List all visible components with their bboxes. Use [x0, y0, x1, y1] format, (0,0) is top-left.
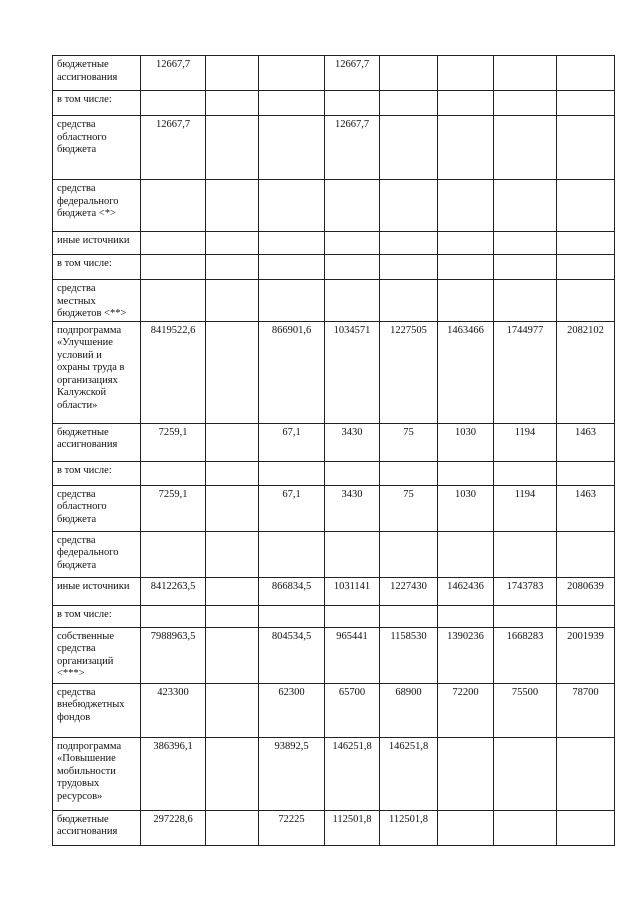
- table-cell: [141, 232, 206, 255]
- table-row: [53, 321, 615, 423]
- table-cell: [141, 255, 206, 280]
- row-label: бюджетные ассигнования: [53, 423, 141, 461]
- table-cell: 1227430: [380, 577, 438, 605]
- table-cell: [206, 232, 259, 255]
- row-label: бюджетные ассигнования: [53, 56, 141, 91]
- table-cell: [259, 280, 325, 322]
- table-cell: [438, 531, 494, 577]
- table-cell: [494, 91, 557, 116]
- table-cell: 146251,8: [325, 737, 380, 810]
- table-cell: [438, 280, 494, 322]
- table-cell: [206, 627, 259, 683]
- table-cell: [325, 531, 380, 577]
- table-cell: [557, 605, 615, 627]
- table-cell: 1462436: [438, 577, 494, 605]
- table-cell: [494, 605, 557, 627]
- table-cell: [380, 461, 438, 485]
- table-row: [53, 423, 615, 461]
- table-cell: 1030: [438, 485, 494, 531]
- table-cell: 2080639: [557, 577, 615, 605]
- table-cell: [380, 116, 438, 180]
- table-cell: [206, 56, 259, 91]
- table-cell: 75500: [494, 683, 557, 737]
- table-cell: [141, 180, 206, 232]
- table-cell: 423300: [141, 683, 206, 737]
- table-cell: [557, 56, 615, 91]
- table-cell: [557, 461, 615, 485]
- table-cell: 1227505: [380, 321, 438, 423]
- table-cell: [141, 91, 206, 116]
- table-cell: [380, 91, 438, 116]
- table-cell: 804534,5: [259, 627, 325, 683]
- table-cell: [380, 232, 438, 255]
- table-row: [53, 180, 615, 232]
- table-cell: 1390236: [438, 627, 494, 683]
- table-cell: [380, 56, 438, 91]
- table-cell: 1668283: [494, 627, 557, 683]
- table-cell: [438, 91, 494, 116]
- table-cell: 75: [380, 485, 438, 531]
- table-cell: [557, 810, 615, 845]
- table-cell: [380, 605, 438, 627]
- table-cell: 3430: [325, 423, 380, 461]
- table-cell: [557, 91, 615, 116]
- table-cell: [141, 461, 206, 485]
- table-cell: [438, 737, 494, 810]
- table-row: [53, 91, 615, 116]
- table-cell: [259, 531, 325, 577]
- table-cell: [494, 255, 557, 280]
- table-row: [53, 531, 615, 577]
- row-label: подпрограмма «Повышение мобильности трудовых ресурсов»: [53, 737, 141, 810]
- table-cell: 2001939: [557, 627, 615, 683]
- table-cell: [438, 461, 494, 485]
- table-cell: [380, 180, 438, 232]
- table-cell: [206, 737, 259, 810]
- table-cell: 866901,6: [259, 321, 325, 423]
- table-cell: 297228,6: [141, 810, 206, 845]
- table-cell: [206, 180, 259, 232]
- table-cell: [494, 280, 557, 322]
- table-cell: [557, 531, 615, 577]
- row-label: в том числе:: [53, 91, 141, 116]
- table-cell: [141, 280, 206, 322]
- row-label: бюджетные ассигнования: [53, 810, 141, 845]
- table-cell: 7988963,5: [141, 627, 206, 683]
- table-cell: 866834,5: [259, 577, 325, 605]
- row-label: подпрограмма «Улучшение условий и охраны труда в организациях Калужской области»: [53, 321, 141, 423]
- table-row: [53, 461, 615, 485]
- table-cell: 12667,7: [325, 116, 380, 180]
- table-cell: [380, 255, 438, 280]
- table-cell: 1034571: [325, 321, 380, 423]
- table-cell: [325, 91, 380, 116]
- table-cell: 75: [380, 423, 438, 461]
- table-cell: [325, 605, 380, 627]
- table-row: [53, 683, 615, 737]
- table-cell: [259, 461, 325, 485]
- table-body: [53, 56, 615, 846]
- table-cell: 3430: [325, 485, 380, 531]
- table-cell: [325, 232, 380, 255]
- table-cell: [325, 180, 380, 232]
- row-label: средства внебюджетных фондов: [53, 683, 141, 737]
- table-cell: 67,1: [259, 485, 325, 531]
- table-cell: [494, 180, 557, 232]
- table-cell: 7259,1: [141, 423, 206, 461]
- table-row: [53, 56, 615, 91]
- table-cell: 8412263,5: [141, 577, 206, 605]
- table-row: [53, 810, 615, 845]
- row-label: средства местных бюджетов <**>: [53, 280, 141, 322]
- budget-table: [52, 55, 615, 846]
- table-cell: 386396,1: [141, 737, 206, 810]
- table-cell: [438, 116, 494, 180]
- row-label: в том числе:: [53, 461, 141, 485]
- table-cell: [206, 605, 259, 627]
- table-cell: 7259,1: [141, 485, 206, 531]
- table-cell: [438, 180, 494, 232]
- table-cell: [259, 91, 325, 116]
- table-cell: [325, 280, 380, 322]
- table-cell: [206, 321, 259, 423]
- row-label: средства областного бюджета: [53, 485, 141, 531]
- table-cell: [206, 91, 259, 116]
- table-cell: [141, 605, 206, 627]
- table-cell: 1030: [438, 423, 494, 461]
- table-cell: [141, 531, 206, 577]
- table-cell: 65700: [325, 683, 380, 737]
- table-row: [53, 280, 615, 322]
- table-cell: 1463: [557, 485, 615, 531]
- table-cell: 72225: [259, 810, 325, 845]
- table-cell: [206, 485, 259, 531]
- table-row: [53, 577, 615, 605]
- table-cell: 112501,8: [380, 810, 438, 845]
- table-cell: [325, 461, 380, 485]
- table-cell: [206, 461, 259, 485]
- table-cell: [206, 116, 259, 180]
- table-cell: [494, 56, 557, 91]
- table-cell: 78700: [557, 683, 615, 737]
- row-label: средства федерального бюджета: [53, 531, 141, 577]
- row-label: собственные средства организаций <***>: [53, 627, 141, 683]
- table-cell: [206, 280, 259, 322]
- table-cell: 72200: [438, 683, 494, 737]
- table-cell: 1463: [557, 423, 615, 461]
- table-cell: [259, 56, 325, 91]
- table-row: [53, 232, 615, 255]
- table-cell: [259, 232, 325, 255]
- table-cell: 1743783: [494, 577, 557, 605]
- table-row: [53, 627, 615, 683]
- table-cell: [206, 683, 259, 737]
- table-cell: [557, 737, 615, 810]
- row-label: в том числе:: [53, 255, 141, 280]
- table-cell: [259, 255, 325, 280]
- table-cell: [494, 461, 557, 485]
- table-cell: [557, 255, 615, 280]
- table-cell: 1463466: [438, 321, 494, 423]
- table-cell: 1031141: [325, 577, 380, 605]
- table-cell: [494, 116, 557, 180]
- table-cell: 1194: [494, 423, 557, 461]
- table-cell: 1158530: [380, 627, 438, 683]
- table-cell: [494, 232, 557, 255]
- table-cell: [438, 56, 494, 91]
- table-cell: 12667,7: [141, 116, 206, 180]
- table-cell: [494, 531, 557, 577]
- table-row: [53, 116, 615, 180]
- table-cell: [494, 810, 557, 845]
- table-cell: [325, 255, 380, 280]
- table-cell: 67,1: [259, 423, 325, 461]
- table-row: [53, 255, 615, 280]
- table-cell: [206, 577, 259, 605]
- table-cell: 146251,8: [380, 737, 438, 810]
- table-cell: 68900: [380, 683, 438, 737]
- row-label: иные источники: [53, 232, 141, 255]
- table-cell: [557, 232, 615, 255]
- table-cell: 112501,8: [325, 810, 380, 845]
- table-cell: 12667,7: [325, 56, 380, 91]
- table-cell: [557, 280, 615, 322]
- table-cell: [557, 180, 615, 232]
- table-cell: 93892,5: [259, 737, 325, 810]
- table-cell: 1194: [494, 485, 557, 531]
- table-cell: [206, 255, 259, 280]
- table-cell: [206, 810, 259, 845]
- table-cell: 12667,7: [141, 56, 206, 91]
- row-label: в том числе:: [53, 605, 141, 627]
- table-cell: 1744977: [494, 321, 557, 423]
- table-cell: [438, 232, 494, 255]
- table-row: [53, 485, 615, 531]
- table-cell: [438, 605, 494, 627]
- table-cell: [380, 280, 438, 322]
- table-cell: [206, 423, 259, 461]
- table-cell: [259, 180, 325, 232]
- table-cell: [557, 116, 615, 180]
- table-cell: [438, 255, 494, 280]
- table-cell: [380, 531, 438, 577]
- table-cell: [259, 605, 325, 627]
- table-cell: [438, 810, 494, 845]
- table-cell: [259, 116, 325, 180]
- row-label: иные источники: [53, 577, 141, 605]
- table-cell: [494, 737, 557, 810]
- row-label: средства федерального бюджета <*>: [53, 180, 141, 232]
- table-cell: 2082102: [557, 321, 615, 423]
- table-cell: [206, 531, 259, 577]
- table-cell: 8419522,6: [141, 321, 206, 423]
- row-label: средства областного бюджета: [53, 116, 141, 180]
- table-cell: 965441: [325, 627, 380, 683]
- table-row: [53, 605, 615, 627]
- table-cell: 62300: [259, 683, 325, 737]
- table-row: [53, 737, 615, 810]
